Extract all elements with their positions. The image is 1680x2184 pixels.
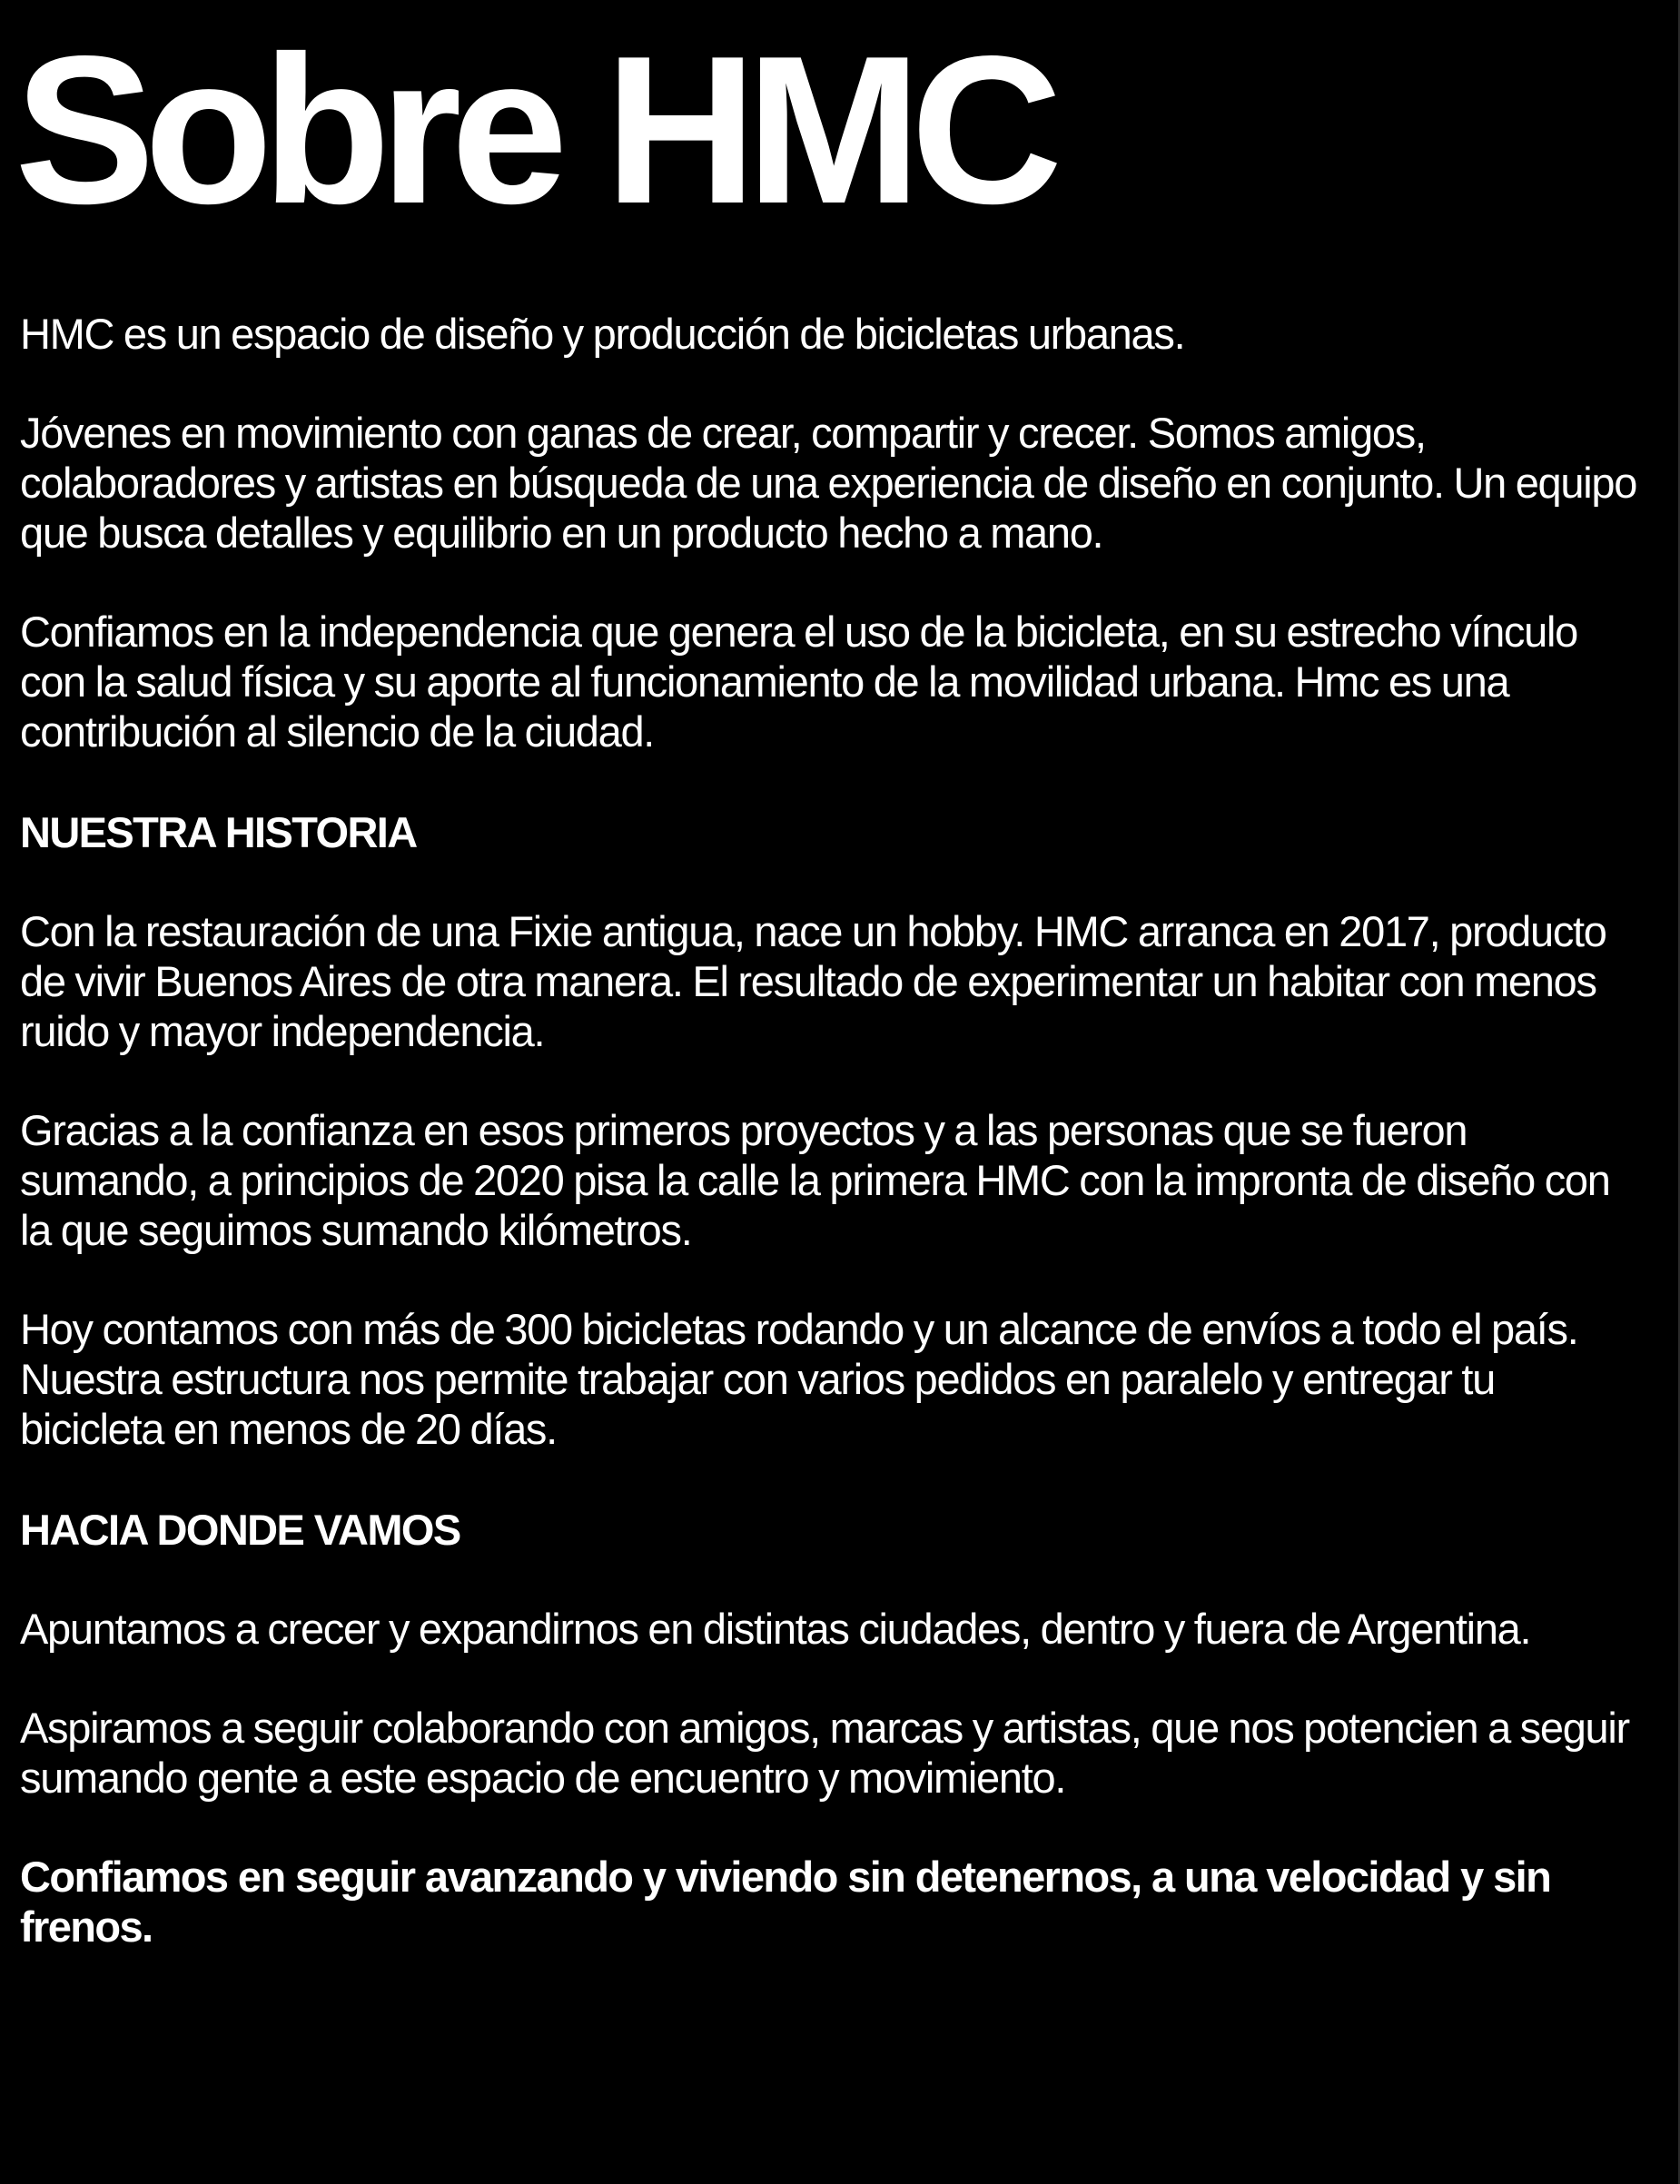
intro-paragraph-2: Jóvenes en movimiento con ganas de crear, compartir y crecer. Somos amigos, colaboradores y artistas en búsqueda de una experiencia de diseño en conjunto. Un equipo que busca detalles y equilibrio en un producto hecho a mano.: [20, 409, 1637, 557]
history-heading: NUESTRA HISTORIA: [20, 808, 417, 856]
future-heading: HACIA DONDE VAMOS: [20, 1506, 460, 1554]
page-title: Sobre HMC: [15, 13, 1052, 248]
history-paragraph-3: Hoy contamos con más de 300 bicicletas rodando y un alcance de envíos a todo el país. Nuestra estructura nos permite trabajar con varios pedidos en paralelo y entregar tu bicicleta en menos de 20 días.: [20, 1305, 1578, 1453]
future-paragraph-1: Apuntamos a crecer y expandirnos en distintas ciudades, dentro y fuera de Argentina.: [20, 1605, 1531, 1653]
history-paragraph-1: Con la restauración de una Fixie antigua, nace un hobby. HMC arranca en 2017, producto de vivir Buenos Aires de otra manera. El resultado de experimentar un habitar con menos ruido y mayor independencia.: [20, 907, 1606, 1055]
future-paragraph-2: Aspiramos a seguir colaborando con amigos, marcas y artistas, que nos potencien a seguir sumando gente a este espacio de encuentro y movimiento.: [20, 1704, 1629, 1802]
about-content: [20, 309, 1645, 1952]
intro-paragraph-3: Confiamos en la independencia que genera el uso de la bicicleta, en su estrecho vínculo con la salud física y su aporte al funcionamiento de la movilidad urbana. Hmc es una contribución al silencio de la ciudad.: [20, 608, 1577, 756]
intro-paragraph-1: HMC es un espacio de diseño y producción de bicicletas urbanas.: [20, 310, 1185, 358]
closing-statement: Confiamos en seguir avanzando y viviendo sin detenernos, a una velocidad y sin frenos.: [20, 1853, 1551, 1951]
history-paragraph-2: Gracias a la confianza en esos primeros proyectos y a las personas que se fueron sumando, a principios de 2020 pisa la calle la primera HMC con la impronta de diseño con la que seguimos sumando kilómetros.: [20, 1106, 1610, 1254]
